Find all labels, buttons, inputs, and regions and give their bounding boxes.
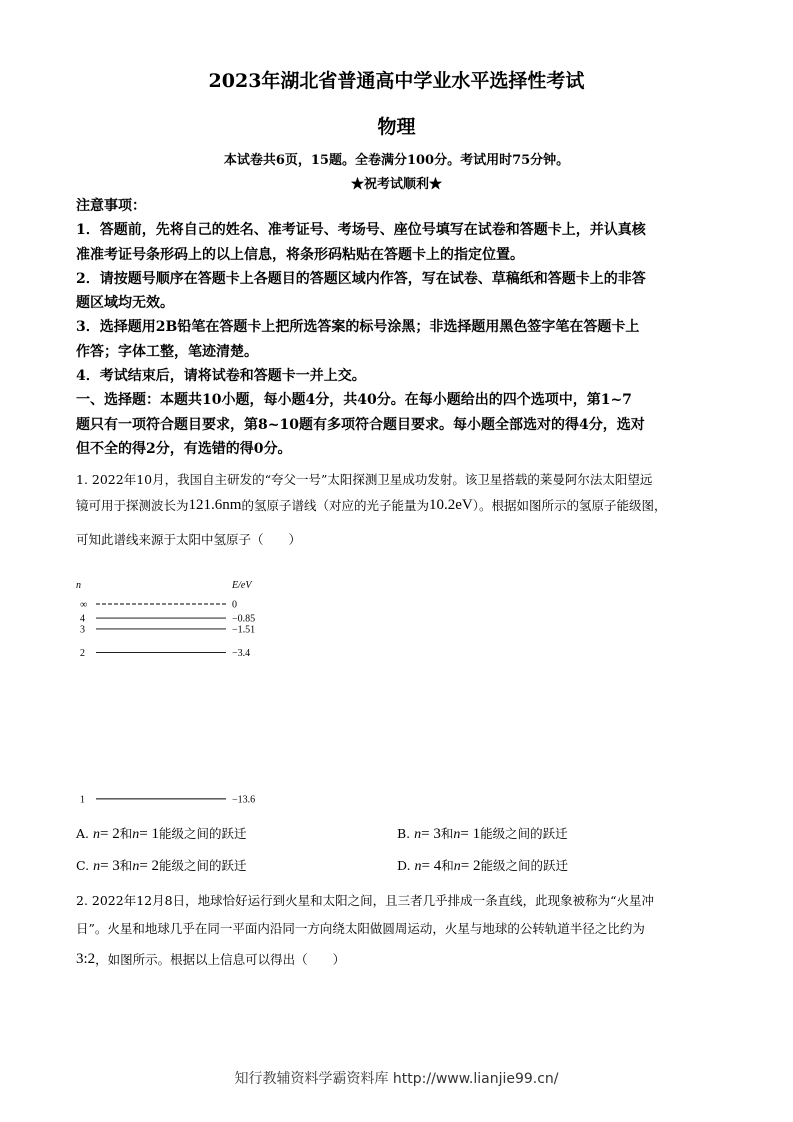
level-energy-label: −3.4: [232, 647, 251, 659]
option-symbol: n: [132, 859, 140, 874]
radius-ratio: 3:2: [76, 950, 96, 967]
level-n-label: 2: [80, 647, 85, 659]
question-2-line: 2. 2022年12月8日，地球恰好运行到火星和太阳之间，且三者几乎排成一条直线，此现象被称为“火星冲: [76, 892, 654, 908]
level-n-label: 3: [80, 624, 85, 636]
question-2-line: [76, 942, 726, 976]
option-value: = 1: [139, 826, 159, 842]
option-letter: A.: [76, 826, 90, 841]
note-line: 1．答题前，先将自己的姓名、准考证号、考场号、座位号填写在试卷和答题卡上，并认真核: [76, 222, 646, 239]
note-line: 作答；字体工整，笔迹清楚。: [76, 343, 258, 360]
option-value: = 3: [100, 858, 120, 874]
section-heading-line: 题只有一项符合题目要求，第8~10题有多项符合题目要求。每小题全部选对的得4分，选对: [76, 416, 645, 433]
question-1-line: 1. 2022年10月，我国自主研发的“夸父一号”太阳探测卫星成功发射。该卫星搭载的莱曼阿尔法太阳望远: [76, 472, 653, 487]
instructions-block: [76, 194, 726, 461]
exam-title: 2023年湖北省普通高中学业水平选择性考试: [208, 70, 585, 92]
option-letter: B.: [397, 826, 411, 841]
option-value: = 1: [460, 826, 481, 842]
option-c[interactable]: [76, 856, 247, 875]
note-line: 题区域均无效。: [76, 295, 174, 312]
option-text: 和: [441, 858, 454, 873]
level-energy-label: 0: [232, 599, 237, 611]
question-1-line: [76, 488, 726, 522]
option-symbol: n: [414, 859, 422, 874]
q1-text: ）。根据如图所示的氢原子能级图，: [472, 497, 667, 513]
q2-text: ，如图所示。根据以上信息可以得出（ ）: [95, 951, 346, 967]
section-heading-line: 但不全的得2分，有选错的得0分。: [76, 440, 292, 457]
question-1-line: 可知此谱线来源于太阳中氢原子（ ）: [76, 531, 302, 547]
option-letter: C.: [76, 858, 90, 873]
notes-heading: 注意事项：: [76, 198, 146, 214]
option-value: = 4: [421, 858, 442, 874]
note-line: 4．考试结束后，请将试卷和答题卡一并上交。: [76, 368, 366, 385]
level-n-label: 1: [80, 794, 85, 806]
note-line: 3．选择题用2B铅笔在答题卡上把所选答案的标号涂黑；非选择题用黑色签字笔在答题卡上: [76, 319, 640, 336]
energy-axis-label: E/eV: [232, 580, 252, 591]
option-symbol: n: [453, 859, 461, 874]
footer-watermark: 知行教辅资料学霸资料库 http://www.lianjie99.cn/: [234, 1071, 559, 1087]
n-axis-label: n: [76, 580, 81, 591]
exam-info: 本试卷共6页，15题。全卷满分100分。考试用时75分钟。: [223, 153, 570, 168]
option-text: 能级之间的跃迁: [480, 858, 569, 873]
subject-title: 物理: [377, 116, 416, 138]
photon-energy-value: 10.2eV: [428, 496, 473, 513]
level-energy-label: −1.51: [232, 624, 256, 636]
option-text: 能级之间的跃迁: [158, 826, 247, 841]
wavelength-value: 121.6nm: [188, 496, 242, 513]
q1-text: 的氢原子谱线（对应的光子能量为: [241, 497, 429, 513]
option-symbol: n: [93, 859, 101, 874]
option-value: = 3: [421, 826, 441, 842]
good-luck-line: ★祝考试顺利★: [350, 177, 442, 192]
option-letter: D.: [397, 858, 411, 873]
energy-level-diagram: [76, 578, 276, 808]
option-symbol: n: [453, 827, 461, 842]
option-text: 和: [119, 858, 133, 873]
question-2: [76, 886, 726, 976]
question-1: [76, 471, 726, 556]
option-b[interactable]: [397, 824, 568, 843]
option-value: = 2: [460, 858, 481, 874]
level-n-label: ∞: [80, 599, 88, 611]
section-heading-line: 一、选择题：本题共10小题，每小题4分，共40分。在每小题给出的四个选项中，第1~7: [76, 392, 632, 409]
option-symbol: n: [414, 827, 422, 842]
note-line: 准准考证号条形码上的以上信息，将条形码粘贴在答题卡上的指定位置。: [76, 246, 524, 263]
level-energy-label: −0.85: [232, 613, 256, 625]
option-text: 能级之间的跃迁: [159, 858, 247, 873]
option-a[interactable]: [76, 824, 246, 843]
level-n-label: 4: [80, 613, 85, 625]
option-text: 和: [119, 826, 133, 841]
option-symbol: n: [132, 827, 140, 842]
level-energy-label: −13.6: [232, 794, 256, 806]
option-text: 能级之间的跃迁: [480, 826, 568, 841]
option-value: = 2: [100, 826, 120, 842]
question-2-line: 日”。火星和地球几乎在同一平面内沿同一方向绕太阳做圆周运动，火星与地球的公转轨道半径之比约为: [76, 920, 645, 936]
option-symbol: n: [93, 827, 100, 842]
option-d[interactable]: [397, 856, 568, 875]
note-line: 2．请按题号顺序在答题卡上各题目的答题区域内作答，写在试卷、草稿纸和答题卡上的非答: [76, 270, 646, 287]
option-value: = 2: [139, 858, 160, 874]
option-text: 和: [440, 826, 454, 841]
energy-levels: [80, 600, 255, 806]
q1-text: 镜可用于探测波长为: [76, 497, 189, 513]
